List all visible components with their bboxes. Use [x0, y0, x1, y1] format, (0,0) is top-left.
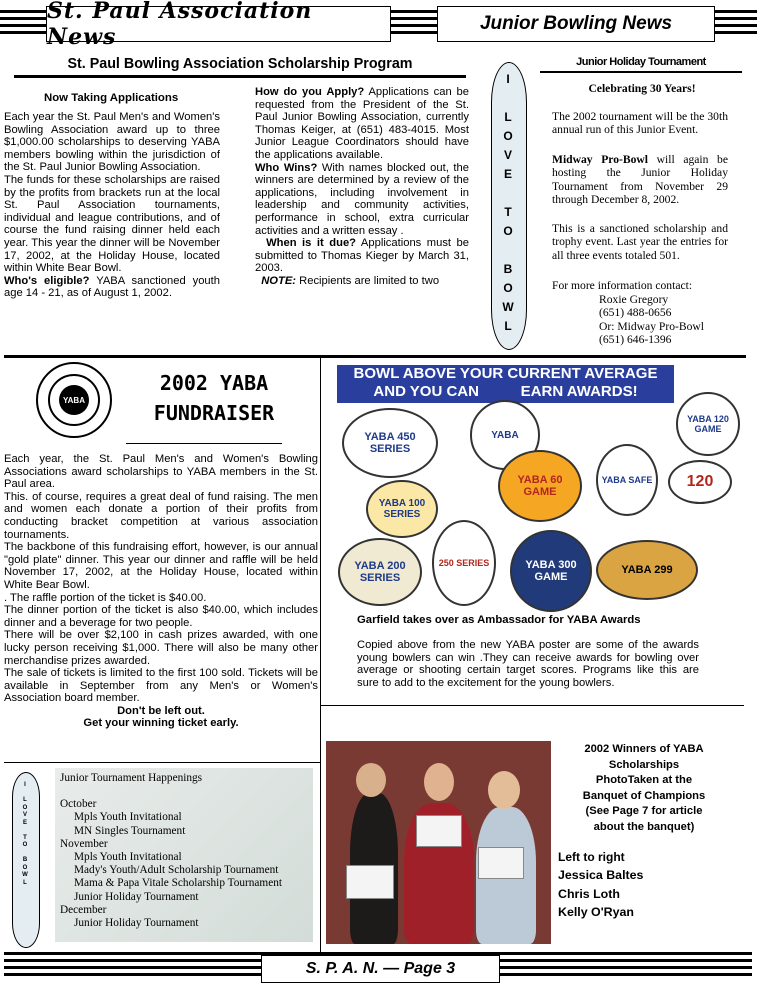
award-patch: YABA	[470, 400, 540, 470]
winners-caption-line: 2002 Winners of YABA	[584, 743, 704, 755]
love-to-bowl-letter: I	[24, 782, 26, 788]
love-to-bowl-letter: O	[22, 804, 28, 811]
holiday-p2	[552, 153, 728, 207]
love-to-bowl-letter: E	[503, 167, 512, 181]
masthead-left	[46, 0, 391, 50]
love-to-bowl-letter: O	[503, 281, 513, 295]
scholarship-col2	[255, 86, 469, 288]
happenings-content	[60, 772, 310, 930]
yaba-logo-center: YABA	[59, 385, 89, 415]
winners-caption	[556, 742, 732, 836]
love-to-bowl-letter: B	[22, 857, 28, 863]
certificate-right	[478, 847, 524, 879]
wins-text: With names blocked out, the winners are determined by a review of the applications, including involvement in leadership and community activities, performance in school, extra curricular activities and a written essay .	[255, 161, 469, 237]
note-text: Recipients are limited to two	[296, 274, 440, 287]
contact-line: (651) 488-0656	[599, 306, 672, 320]
fundraiser-p7: The sale of tickets is limited to the first 100 sold. Tickets will be available in September from any Men's or Women's Association board member.	[4, 667, 318, 705]
scholarship-col1	[4, 111, 220, 300]
award-patch: YABA 100 SERIES	[366, 480, 438, 538]
happenings-item: Mady's Youth/Adult Scholarship Tournament	[74, 864, 279, 877]
holiday-title-rule	[540, 71, 742, 73]
love-to-bowl-letter: T	[504, 205, 512, 219]
winner-name: Kelly O'Ryan	[558, 905, 634, 919]
contact-line: Roxie Gregory	[599, 293, 669, 306]
happenings-item: December	[60, 903, 107, 916]
scholarship-title: St. Paul Bowling Association Scholarship Program	[67, 56, 413, 72]
left-to-right-label: Left to right	[558, 850, 625, 864]
holiday-contact-lines	[599, 293, 739, 347]
holiday-p2-text: will again be hosting the Junior Holiday Tournament from November 29 through December 8, 2002.	[552, 153, 728, 207]
fundraiser-close2: Get your winning ticket early.	[83, 717, 239, 730]
award-patch: YABA 200 SERIES	[338, 538, 422, 606]
page-footer	[261, 955, 500, 983]
love-to-bowl-text	[491, 72, 525, 338]
fundraiser-p2: This. of course, requires a great deal of fund raising. The men and women each donate a portion of their profits from conducting bracket competition at various association tournaments.	[4, 490, 318, 541]
yaba-logo	[36, 362, 112, 438]
winners-photo	[326, 741, 551, 944]
winners-caption-line: (See Page 7 for article	[585, 805, 703, 818]
award-patch: YABA 60 GAME	[498, 450, 582, 522]
due-lead: When is it due?	[266, 237, 357, 250]
award-patch: YABA 120 GAME	[676, 392, 740, 456]
certificate-left	[346, 865, 394, 899]
awards-caption: Copied above from the new YABA poster are some of the awards young bowlers can win .They can receive awards for bowling over average or shooting certain target scores. Programs like this are sure to add to the excitement for the young bowlers.	[357, 639, 699, 689]
masthead-right-title: Junior Bowling News	[479, 13, 673, 34]
award-patch: 120	[668, 460, 732, 504]
scholarship-p3	[4, 275, 220, 300]
award-patch: YABA SAFE	[596, 444, 658, 516]
award-patch: YABA 450 SERIES	[342, 408, 438, 478]
happenings-item: Junior Holiday Tournament	[74, 890, 199, 903]
award-patch: YABA 299	[596, 540, 698, 600]
fundraiser-p5: The dinner portion of the ticket is also $40.00, which includes dinner and a beverage for two people.	[4, 604, 318, 629]
awards-banner-line1: BOWL ABOVE YOUR CURRENT AVERAGE	[353, 365, 658, 382]
contact-line: (651) 646-1396	[599, 333, 672, 347]
holiday-p1: The 2002 tournament will be the 30th annual run of this Junior Event.	[552, 110, 728, 137]
fundraiser-title-rule	[126, 443, 282, 444]
fundraiser-body	[4, 453, 318, 730]
winner-names	[558, 866, 643, 922]
winners-top-rule	[320, 705, 744, 706]
love-to-bowl-letter: W	[22, 872, 28, 878]
love-to-bowl-letter: B	[503, 262, 513, 276]
love-to-bowl-letter: O	[503, 129, 513, 143]
awards-banner-line2: AND YOU CAN EARN AWARDS!	[373, 383, 638, 400]
happenings-title: Junior Tournament Happenings	[60, 772, 203, 784]
happenings-item: Mama & Papa Vitale Scholarship Tournament	[74, 877, 283, 890]
fundraiser-close1: Don't be left out.	[117, 704, 205, 717]
person-right-head	[488, 771, 520, 809]
happenings-item: Mpls Youth Invitational	[74, 811, 182, 824]
masthead-right	[437, 6, 715, 42]
award-patch: YABA 300 GAME	[510, 530, 592, 612]
scholarship-p2: The funds for these scholarships are raised by the profits from brackets run at the local St. Paul Association tournaments, individual and league contributions, and of course the fund raising dinner held each year. This year the dinner will be November 17, 2002, at the Holiday House, located within White Bear Bowl.	[4, 173, 220, 275]
column-divider	[320, 358, 321, 952]
holiday-contact-label: For more information contact:	[552, 279, 693, 292]
award-patch: 250 SERIES	[432, 520, 496, 606]
fundraiser-p1: Each year, the St. Paul Men's and Women's Bowling Associations award scholarships to YABA members in the St. Paul area.	[4, 453, 318, 491]
wins-lead: Who Wins?	[255, 161, 318, 174]
fundraiser-p3: The backbone of this fundraising effort, however, is our annual "gold plate" dinner. This year our dinner and raffle will be held November 17, 2002, at the Holiday House, located within White Bear Bowl.	[4, 541, 318, 591]
winners-caption-line: Scholarships	[608, 758, 680, 771]
person-left-head	[356, 763, 386, 797]
eligible-lead: Who's eligible?	[4, 274, 90, 287]
happenings-item: MN Singles Tournament	[74, 824, 186, 837]
holiday-title: Junior Holiday Tournament	[576, 56, 706, 68]
winners-caption-line: PhotoTaken at the	[595, 774, 693, 787]
contact-line: Or: Midway Pro-Bowl	[599, 319, 704, 333]
awards-caption-title: Garfield takes over as Ambassador for YABA Awards	[357, 614, 641, 626]
love-to-bowl-letter: L	[504, 110, 512, 124]
happenings-item: November	[60, 837, 108, 850]
fundraiser-p4: . The raffle portion of the ticket is $40.00.	[4, 591, 207, 604]
apply-lead: How do you Apply?	[255, 86, 365, 98]
happenings-item: Junior Holiday Tournament	[74, 917, 199, 930]
scholarship-subhead: Now Taking Applications	[44, 92, 179, 104]
winners-caption-line: Banquet of Champions	[582, 789, 706, 802]
holiday-p3: This is a sanctioned scholarship and trophy event. Last year the entries for all three events totaled 501.	[552, 222, 728, 262]
scholarship-p1: Each year the St. Paul Men's and Women's Bowling Association award up to three $1,000.00 scholarships to deserving YABA members bowling within the jurisdiction of the St. Paul Junior Bowling Association.	[4, 111, 220, 174]
love-to-bowl-letter: V	[22, 812, 27, 818]
winner-name: Jessica Baltes	[558, 868, 644, 882]
wins-paragraph	[255, 162, 469, 238]
love-to-bowl-letter: O	[22, 864, 28, 871]
masthead-left-title: St. Paul Association News	[47, 0, 313, 50]
holiday-subtitle: Celebrating 30 Years!	[588, 82, 696, 95]
winners-caption-line: about the banquet)	[593, 820, 695, 833]
happenings-top-rule	[4, 762, 320, 763]
note-paragraph	[255, 275, 469, 288]
love-to-bowl-letter: W	[502, 300, 514, 314]
note-lead: NOTE:	[261, 274, 297, 287]
love-to-bowl-letter: L	[23, 797, 27, 803]
person-middle-head	[424, 763, 454, 801]
love-to-bowl-letter: L	[504, 319, 512, 333]
due-paragraph	[255, 237, 469, 275]
love-to-bowl-letter: V	[503, 148, 512, 162]
happenings-spacer	[60, 785, 310, 798]
scholarship-title-rule	[14, 75, 466, 78]
fundraiser-title	[138, 368, 290, 428]
fundraiser-p6: There will be over $2,100 in cash prizes awarded, with one lucky person receiving $1,000. There will also be many other merchandise prizes awarded.	[4, 629, 318, 667]
eligible-text: YABA sanctioned youth age 14 - 21, as of August 1, 2002.	[4, 274, 220, 300]
love-to-bowl-letter: L	[23, 879, 27, 886]
awards-banner	[337, 365, 674, 403]
happenings-list	[60, 798, 310, 930]
love-to-bowl-letter: O	[22, 842, 28, 848]
love-to-bowl-letter: O	[503, 224, 513, 238]
apply-text: Applications can be requested from the President of the St. Paul Junior Bowling Association, currently Thomas Keiger, at (651) 483-4015. Most Junior League Coordinators should have the applications available.	[255, 86, 469, 161]
fundraiser-title-line1: 2002 YABA	[159, 371, 269, 395]
love-to-bowl-small-text	[12, 778, 38, 886]
love-to-bowl-letter: T	[23, 834, 27, 841]
yaba-logo-inner	[48, 374, 100, 426]
midway-lead: Midway Pro-Bowl	[552, 153, 649, 166]
apply-paragraph	[255, 86, 469, 162]
section-divider	[4, 355, 746, 358]
certificate-middle	[416, 815, 462, 847]
love-to-bowl-letter: E	[22, 819, 27, 826]
winner-name: Chris Loth	[558, 886, 620, 901]
happenings-item: October	[60, 798, 97, 811]
love-to-bowl-letter: I	[506, 72, 510, 86]
due-text: Applications must be submitted to Thomas Kieger by March 31, 2003.	[255, 237, 470, 275]
fundraiser-title-line2: FUNDRAISER	[153, 401, 275, 425]
happenings-item: Mpls Youth Invitational	[74, 851, 182, 864]
page-footer-label: S. P. A. N. — Page 3	[305, 960, 456, 977]
